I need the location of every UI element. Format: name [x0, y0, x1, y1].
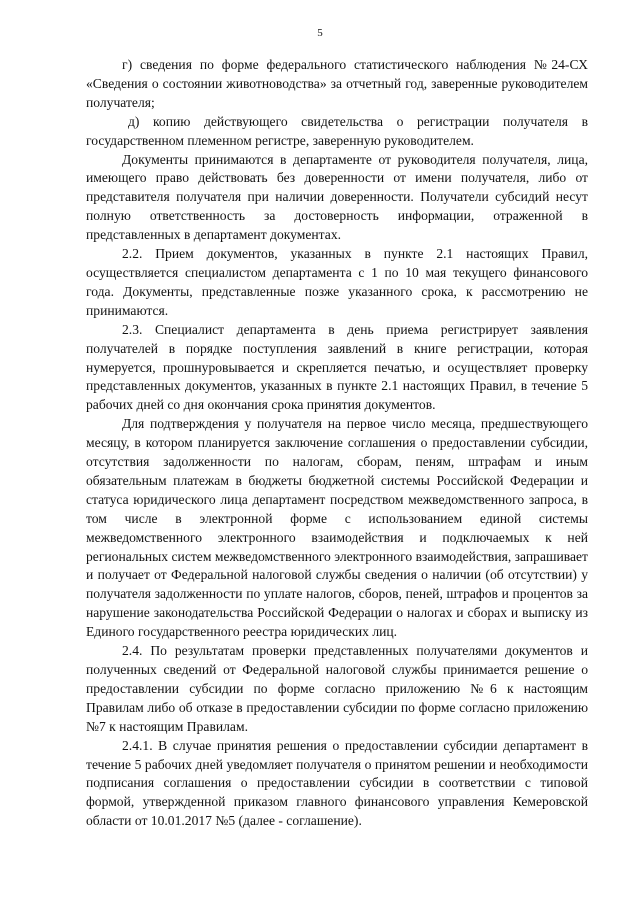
- paragraph-2-4-1: 2.4.1. В случае принятия решения о предоставлении субсидии департамент в течение 5 рабочих дней уведомляет получателя о принятом решении и необходимости подписания соглашения о предоставлении субсидии в соответствии с типовой формой, утвержденной приказом главного финансового управления Кемеровской области от 10.01.2017 №5 (далее - соглашение).: [86, 737, 588, 829]
- paragraph-d-certificate: д) копию действующего свидетельства о регистрации получателя в государственном племенном регистре, заверенную руководителем.: [86, 113, 588, 148]
- paragraph-g-statistics: г) сведения по форме федерального статистического наблюдения №24-СХ «Сведения о состоянии животноводства» за отчетный год, заверенные руководителем получателя;: [86, 57, 588, 110]
- paragraph-debt-verification: Для подтверждения у получателя на первое число месяца, предшествующего месяцу, в котором планируется заключение соглашения о предоставлении субсидии, отсутствия задолженности по налогам, сборам, пеням, штрафам и иным обязательным платежам в бюджеты бюджетной системы Российской Федерации и статуса юридического лица департамент посредством межведомственного запроса, в том числе в электронной форме с использованием единой системы межведомственного электронного взаимодействия и подключаемых к ней региональных систем межведомственного электронного взаимодействия, запрашивает и получает от Федеральной налоговой службы сведения о наличии (об отсутствии) у получателя задолженности по уплате налогов, сборов, пеней, штрафов и процентов за нарушение законодательства Российской Федерации о налогах и сборах и выписку из Единого государственного реестра юридических лиц.: [86, 416, 588, 640]
- paragraph-2-2: 2.2. Прием документов, указанных в пункте 2.1 настоящих Правил, осуществляется специалистом департамента с 1 по 10 мая текущего финансового года. Документы, представленные позже указанного срока, к рассмотрению не принимаются.: [86, 246, 588, 318]
- paragraph-2-4: 2.4. По результатам проверки представленных получателями документов и полученных сведений от Федеральной налоговой службы принимается решение о предоставлении субсидии по форме согласно приложению №6 к настоящим Правилам либо об отказе в предоставлении субсидии по форме согласно приложению №7 к настоящим Правилам.: [86, 643, 588, 734]
- document-body: [86, 56, 588, 831]
- paragraph-documents-acceptance: Документы принимаются в департаменте от руководителя получателя, лица, имеющего право действовать без доверенности от имени получателя, либо от представителя получателя при наличии доверенности. Получатели субсидий несут полную ответственность за достоверность информации, отраженной в представленных в департамент документах.: [86, 151, 588, 243]
- page-number: 5: [317, 27, 323, 39]
- paragraph-2-3: 2.3. Специалист департамента в день приема регистрирует заявления получателей в порядке поступления заявлений в книге регистрации, которая нумеруется, прошнуровывается и скрепляется печатью, и осуществляет проверку представленных документов, указанных в пункте 2.1 настоящих Правил, в течение 5 рабочих дней со дня окончания срока принятия документов.: [86, 321, 588, 413]
